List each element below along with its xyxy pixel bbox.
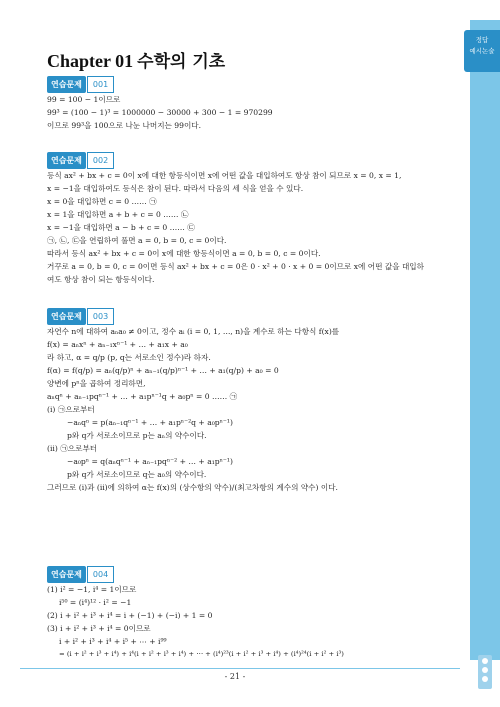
problem-number: 001	[87, 76, 114, 93]
text-line: (ⅱ) ㉠으로부터	[47, 444, 98, 453]
text-line: 이므로 99³을 100으로 나눈 나머지는 99이다.	[47, 121, 202, 130]
text-line: 자연수 n에 대하여 aₙa₀ ≠ 0이고, 정수 aᵢ (i = 0, 1, …, n)을 계수로 하는 다항식 f(x)를	[47, 327, 340, 336]
text-line: aₙqⁿ + aₙ₋₁pqⁿ⁻¹ + … + a₁pⁿ⁻¹q + a₀pⁿ = 0 …… ㉠	[47, 392, 238, 401]
text-line: p와 q가 서로소이므로 q는 a₀의 약수이다.	[67, 470, 207, 479]
text-line: x = −1을 대입하여도 등식은 참이 된다. 따라서 다음의 세 식을 얻을 수 있다.	[47, 184, 304, 193]
problem-label: 연습문제	[47, 566, 86, 583]
text-line: −aₙqⁿ = p(aₙ₋₁qⁿ⁻¹ + … + a₁pⁿ⁻²q + a₀pⁿ⁻¹)	[67, 418, 233, 427]
text-line: f(x) = aₙxⁿ + aₙ₋₁xⁿ⁻¹ + … + a₁x + a₀	[47, 340, 188, 349]
text-line: 99 = 100 − 1이므로	[47, 95, 121, 104]
text-line: 라 하고, α = q/p (p, q는 서로소인 정수)라 하자.	[47, 353, 211, 362]
text-line: 등식 ax² + bx + c = 0이 x에 대한 항등식이면 x에 어떤 값을 대입하여도 항상 참이 되므로 x = 0, x = 1,	[47, 171, 402, 180]
problem-badge	[47, 308, 114, 325]
text-line: 거꾸로 a = 0, b = 0, c = 0이면 등식 ax² + bx + c = 0은 0 · x² + 0 · x + 0 = 0이므로 x에 어떤 값을 대입하	[47, 262, 424, 271]
problem-004	[47, 566, 457, 661]
text-line: x = 0을 대입하면 c = 0 …… ㉠	[47, 197, 157, 206]
side-tab-line2: 예시논술	[469, 47, 495, 55]
problem-003	[47, 308, 457, 494]
text-line: f(α) = f(q/p) = aₙ(q/p)ⁿ + aₙ₋₁(q/p)ⁿ⁻¹ + … + a₁(q/p) + a₀ = 0	[47, 366, 279, 375]
text-line: x = 1을 대입하면 a + b + c = 0 …… ㉡	[47, 210, 189, 219]
text-line: 따라서 등식 ax² + bx + c = 0이 x에 대한 항등식이면 a = 0, b = 0, c = 0이다.	[47, 249, 321, 258]
page-number: - 21 -	[224, 672, 246, 681]
text-line: 양변에 pⁿ을 곱하여 정리하면,	[47, 379, 146, 388]
problem-001	[47, 76, 457, 132]
text-line: = (i + i² + i³ + i⁴) + i⁴(i + i² + i³ + i⁴) + ⋯ + (i⁴)²³(i + i² + i³ + i⁴) + (i⁴)²⁴(i + i² + i³)	[59, 650, 344, 658]
footer-rule	[20, 668, 460, 669]
problem-label: 연습문제	[47, 308, 86, 325]
text-line: (3) i + i² + i³ + i⁴ = 0이므로	[47, 624, 151, 633]
problem-number: 002	[87, 152, 114, 169]
problem-badge	[47, 152, 114, 169]
problem-002	[47, 152, 457, 286]
text-line: i⁵⁰ = (i⁴)¹² · i² = −1	[59, 598, 132, 607]
problem-label: 연습문제	[47, 152, 86, 169]
traffic-light-icon	[478, 655, 492, 689]
text-line: i + i² + i³ + i⁴ + i⁵ + ⋯ + i⁹⁹	[59, 637, 167, 646]
problem-number: 003	[87, 308, 114, 325]
text-line: 그러므로 (ⅰ)과 (ⅱ)에 의하여 α는 f(x)의 (상수항의 약수)/(최고차항의 계수의 약수) 이다.	[47, 483, 338, 492]
chapter-number: Chapter 01	[47, 51, 134, 71]
chapter-title	[47, 47, 225, 72]
chapter-subtitle: 수학의 기초	[137, 52, 226, 72]
side-strip	[470, 20, 500, 660]
problem-label: 연습문제	[47, 76, 86, 93]
text-line: p와 q가 서로소이므로 p는 aₙ의 약수이다.	[67, 431, 207, 440]
text-line: 여도 항상 참이 되는 항등식이다.	[47, 275, 155, 284]
problem-number: 004	[87, 566, 114, 583]
text-line: x = −1을 대입하면 a − b + c = 0 …… ㉢	[47, 223, 195, 232]
text-line: ㉠, ㉡, ㉢을 연립하여 풀면 a = 0, b = 0, c = 0이다.	[47, 236, 227, 245]
text-line: (2) i + i² + i³ + i⁴ = i + (−1) + (−i) + 1 = 0	[47, 611, 213, 620]
text-line: 99³ = (100 − 1)³ = 1000000 − 30000 + 300 − 1 = 970299	[47, 108, 273, 117]
problem-badge	[47, 76, 114, 93]
side-tab-line1: 정답	[475, 36, 489, 44]
problem-badge	[47, 566, 114, 583]
side-tab[interactable]	[464, 30, 500, 72]
text-line: (1) i² = −1, i⁴ = 1이므로	[47, 585, 137, 594]
text-line: −a₀pⁿ = q(aₙqⁿ⁻¹ + aₙ₋₁pqⁿ⁻² + … + a₁pⁿ⁻¹)	[67, 457, 233, 466]
text-line: (ⅰ) ㉠으로부터	[47, 405, 95, 414]
